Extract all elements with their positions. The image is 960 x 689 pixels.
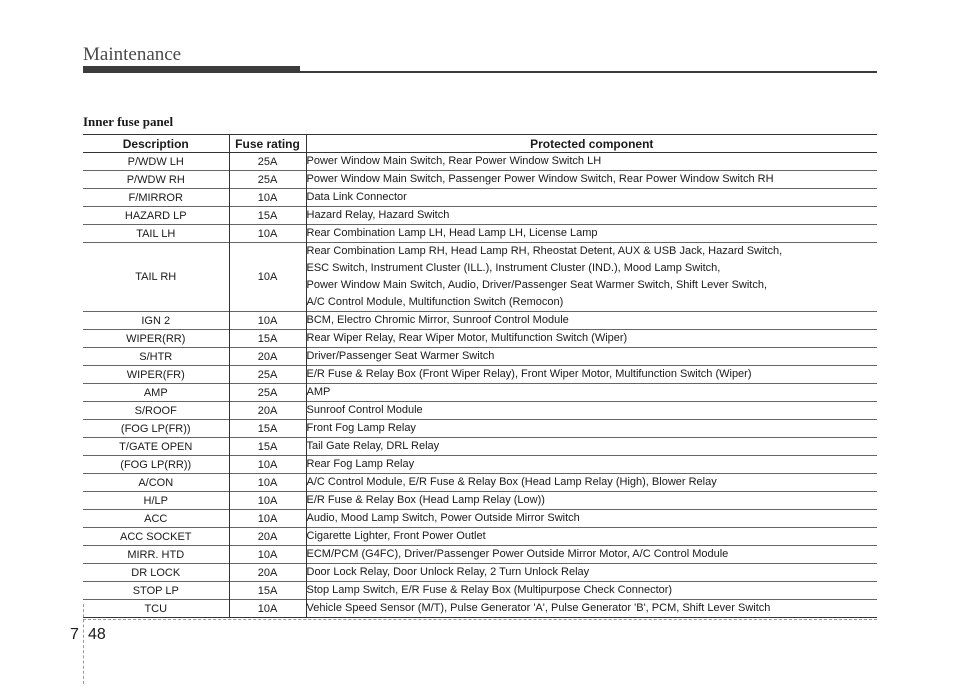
fuse-rating: 10A [229,189,306,207]
protected-component [306,189,877,207]
table-row [83,348,877,366]
protected-component-line: Data Link Connector [306,191,407,203]
fuse-description: P/WDW RH [83,171,229,189]
column-header-description: Description [83,135,229,153]
fuse-rating: 15A [229,582,306,600]
footer-divider [83,604,84,684]
protected-component [306,153,877,171]
fuse-description: DR LOCK [83,564,229,582]
fuse-rating: 10A [229,456,306,474]
protected-component [306,582,877,600]
protected-component-line: A/C Control Module, E/R Fuse & Relay Box (Head Lamp Relay (High), Blower Relay [306,476,717,488]
table-body [83,153,877,618]
protected-component [306,474,877,492]
protected-component [306,312,877,330]
fuse-rating: 10A [229,225,306,243]
table-row [83,153,877,171]
protected-component [306,225,877,243]
fuse-description: WIPER(FR) [83,366,229,384]
protected-component-line: Sunroof Control Module [306,404,423,416]
table-row [83,438,877,456]
fuse-rating: 15A [229,420,306,438]
protected-component [306,438,877,456]
fuse-rating: 20A [229,348,306,366]
protected-component-line: Power Window Main Switch, Passenger Power Window Switch, Rear Power Window Switch RH [306,173,774,185]
protected-component-line: E/R Fuse & Relay Box (Front Wiper Relay), Front Wiper Motor, Multifunction Switch (Wiper) [306,368,752,380]
table-row [83,171,877,189]
chapter-number: 7 [70,626,79,643]
protected-component-line: Driver/Passenger Seat Warmer Switch [306,350,495,362]
fuse-description: H/LP [83,492,229,510]
protected-component-line: Power Window Main Switch, Audio, Driver/Passenger Seat Warmer Switch, Shift Lever Switch, [306,279,768,291]
protected-component [306,243,877,312]
protected-component [306,366,877,384]
protected-component-line: Rear Wiper Relay, Rear Wiper Motor, Multifunction Switch (Wiper) [306,332,628,344]
header-rule [300,71,877,73]
protected-component-line: Power Window Main Switch, Rear Power Window Switch LH [306,155,602,167]
protected-component-line: ESC Switch, Instrument Cluster (ILL.), Instrument Cluster (IND.), Mood Lamp Switch, [306,262,721,274]
fuse-description: IGN 2 [83,312,229,330]
protected-component [306,402,877,420]
protected-component-line: A/C Control Module, Multifunction Switch (Remocon) [306,296,564,308]
protected-component [306,330,877,348]
protected-component-line: E/R Fuse & Relay Box (Head Lamp Relay (Low)) [306,494,545,506]
fuse-rating: 10A [229,243,306,312]
fuse-table [83,134,877,618]
protected-component [306,510,877,528]
protected-component-line: Front Fog Lamp Relay [306,422,416,434]
page-number-value: 48 [88,626,106,643]
table-row [83,492,877,510]
fuse-rating: 15A [229,207,306,225]
protected-component [306,564,877,582]
header-title: Maintenance [83,44,182,65]
table-row [83,402,877,420]
protected-component [306,546,877,564]
fuse-description: (FOG LP(FR)) [83,420,229,438]
protected-component-line: AMP [306,386,331,398]
fuse-description: AMP [83,384,229,402]
fuse-description: ACC [83,510,229,528]
fuse-description: ACC SOCKET [83,528,229,546]
fuse-description: S/ROOF [83,402,229,420]
protected-component-line: Hazard Relay, Hazard Switch [306,209,450,221]
protected-component [306,384,877,402]
fuse-rating: 10A [229,546,306,564]
footer-rule [83,619,877,620]
fuse-description: TAIL RH [83,243,229,312]
protected-component [306,348,877,366]
fuse-description: MIRR. HTD [83,546,229,564]
column-header-protected-component: Protected component [306,135,877,153]
table-row [83,474,877,492]
fuse-description: TCU [83,600,229,618]
protected-component-line: Cigarette Lighter, Front Power Outlet [306,530,486,542]
fuse-rating: 15A [229,330,306,348]
table-row [83,528,877,546]
header-bar [83,66,300,73]
fuse-description: STOP LP [83,582,229,600]
protected-component-line: Tail Gate Relay, DRL Relay [306,440,440,452]
table-row [83,546,877,564]
fuse-rating: 10A [229,474,306,492]
protected-component-line: Rear Fog Lamp Relay [306,458,415,470]
fuse-description: P/WDW LH [83,153,229,171]
fuse-rating: 25A [229,153,306,171]
table-row [83,420,877,438]
fuse-description: F/MIRROR [83,189,229,207]
protected-component-line: ECM/PCM (G4FC), Driver/Passenger Power Outside Mirror Motor, A/C Control Module [306,548,729,560]
table-row [83,207,877,225]
table-row [83,312,877,330]
fuse-rating: 20A [229,402,306,420]
table-row [83,225,877,243]
fuse-rating: 20A [229,528,306,546]
protected-component-line: Door Lock Relay, Door Unlock Relay, 2 Turn Unlock Relay [306,566,590,578]
table-row [83,564,877,582]
protected-component-line: Stop Lamp Switch, E/R Fuse & Relay Box (Multipurpose Check Connector) [306,584,673,596]
fuse-rating: 20A [229,564,306,582]
protected-component [306,528,877,546]
fuse-description: T/GATE OPEN [83,438,229,456]
protected-component [306,456,877,474]
fuse-rating: 25A [229,366,306,384]
table-row [83,330,877,348]
protected-component-line: Rear Combination Lamp LH, Head Lamp LH, License Lamp [306,227,598,239]
fuse-description: A/CON [83,474,229,492]
table-row [83,456,877,474]
protected-component-line: Vehicle Speed Sensor (M/T), Pulse Generator 'A', Pulse Generator 'B', PCM, Shift Lever Switch [306,602,771,614]
table-row [83,600,877,618]
protected-component [306,600,877,618]
section-title: Inner fuse panel [83,114,174,129]
fuse-rating: 10A [229,510,306,528]
protected-component-line: BCM, Electro Chromic Mirror, Sunroof Control Module [306,314,569,326]
fuse-rating: 25A [229,384,306,402]
fuse-description: HAZARD LP [83,207,229,225]
protected-component-line: Audio, Mood Lamp Switch, Power Outside Mirror Switch [306,512,580,524]
table-row [83,582,877,600]
protected-component [306,207,877,225]
fuse-rating: 10A [229,492,306,510]
fuse-description: (FOG LP(RR)) [83,456,229,474]
fuse-description: WIPER(RR) [83,330,229,348]
table-row [83,189,877,207]
table-row [83,384,877,402]
table-header-row [83,135,877,153]
table-row [83,366,877,384]
table-row [83,243,877,312]
protected-component [306,171,877,189]
fuse-description: S/HTR [83,348,229,366]
table-row [83,510,877,528]
fuse-rating: 10A [229,312,306,330]
fuse-rating: 10A [229,600,306,618]
fuse-rating: 15A [229,438,306,456]
fuse-description: TAIL LH [83,225,229,243]
protected-component-line: Rear Combination Lamp RH, Head Lamp RH, Rheostat Detent, AUX & USB Jack, Hazard Switch, [306,245,783,257]
column-header-fuse-rating: Fuse rating [229,135,306,153]
fuse-rating: 25A [229,171,306,189]
protected-component [306,492,877,510]
protected-component [306,420,877,438]
